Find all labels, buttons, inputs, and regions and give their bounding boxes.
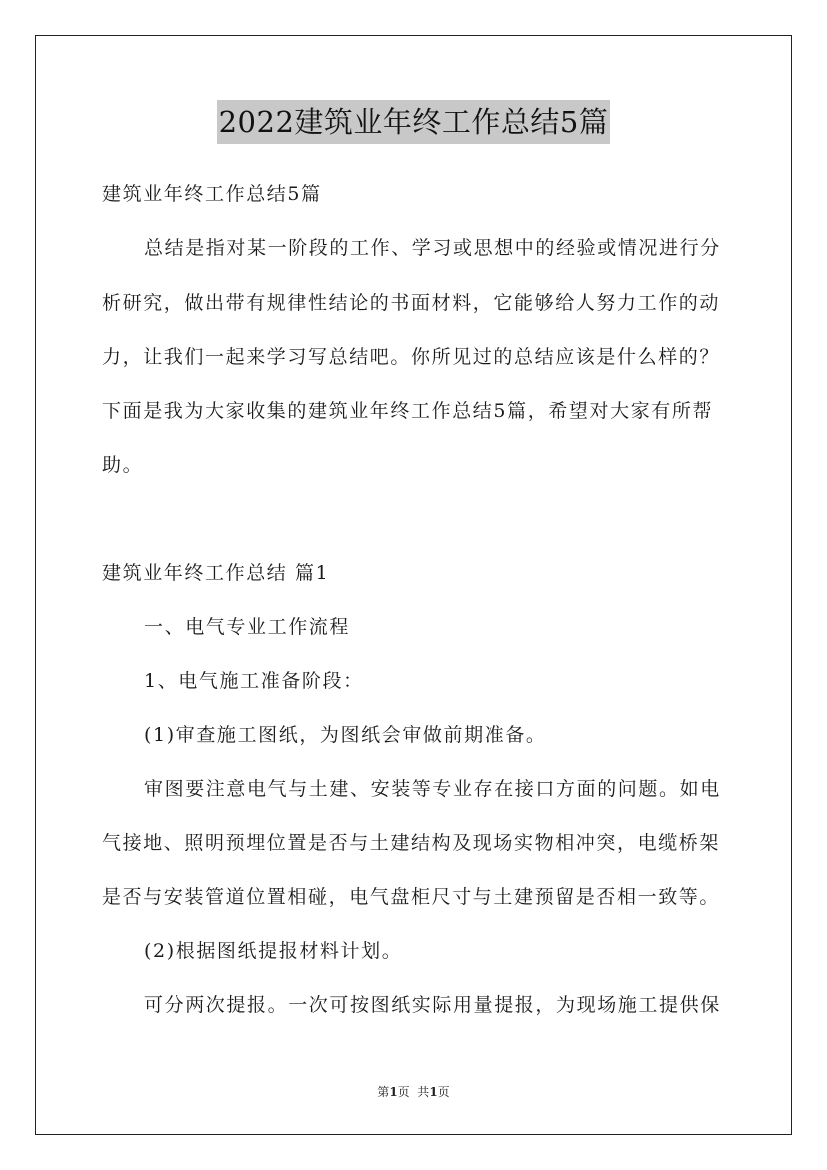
section-line: 1、电气施工准备阶段： [144, 670, 364, 692]
intro-line: 下面是我为大家收集的建筑业年终工作总结5篇，希望对大家有所帮 [102, 400, 714, 422]
document-title: 2022建筑业年终工作总结5篇 [217, 100, 611, 144]
section-line: 可分两次提报。一次可按图纸实际用量提报，为现场施工提供保 [144, 994, 721, 1016]
page-footer [0, 1083, 827, 1100]
document-subtitle: 建筑业年终工作总结5篇 [102, 183, 322, 205]
section-line: 气接地、照明预埋位置是否与土建结构及现场实物相冲突，电缆桥架 [102, 832, 721, 854]
section-heading: 建筑业年终工作总结 篇1 [102, 562, 330, 584]
page-label-prefix: 第 [377, 1085, 390, 1099]
intro-line: 助。 [102, 454, 144, 476]
page-label-suffix: 页 [437, 1085, 450, 1099]
intro-line: 总结是指对某一阶段的工作、学习或思想中的经验或情况进行分 [144, 237, 721, 259]
title-container [0, 100, 827, 144]
section-line: (2)根据图纸提报材料计划。 [144, 940, 403, 962]
section-line: 审图要注意电气与土建、安装等专业存在接口方面的问题。如电 [144, 778, 721, 800]
page-current: 1 [389, 1085, 398, 1099]
section-line: 是否与安装管道位置相碰，电气盘柜尺寸与土建预留是否相一致等。 [102, 886, 721, 908]
page-label-mid: 页 共 [397, 1085, 430, 1099]
section-line: 一、电气专业工作流程 [144, 616, 351, 638]
section-line: (1)审查施工图纸，为图纸会审做前期准备。 [144, 724, 547, 746]
page-total: 1 [429, 1085, 438, 1099]
intro-line: 析研究，做出带有规律性结论的书面材料，它能够给人努力工作的动 [102, 292, 721, 314]
intro-line: 力，让我们一起来学习写总结吧。你所见过的总结应该是什么样的？ [102, 346, 721, 368]
